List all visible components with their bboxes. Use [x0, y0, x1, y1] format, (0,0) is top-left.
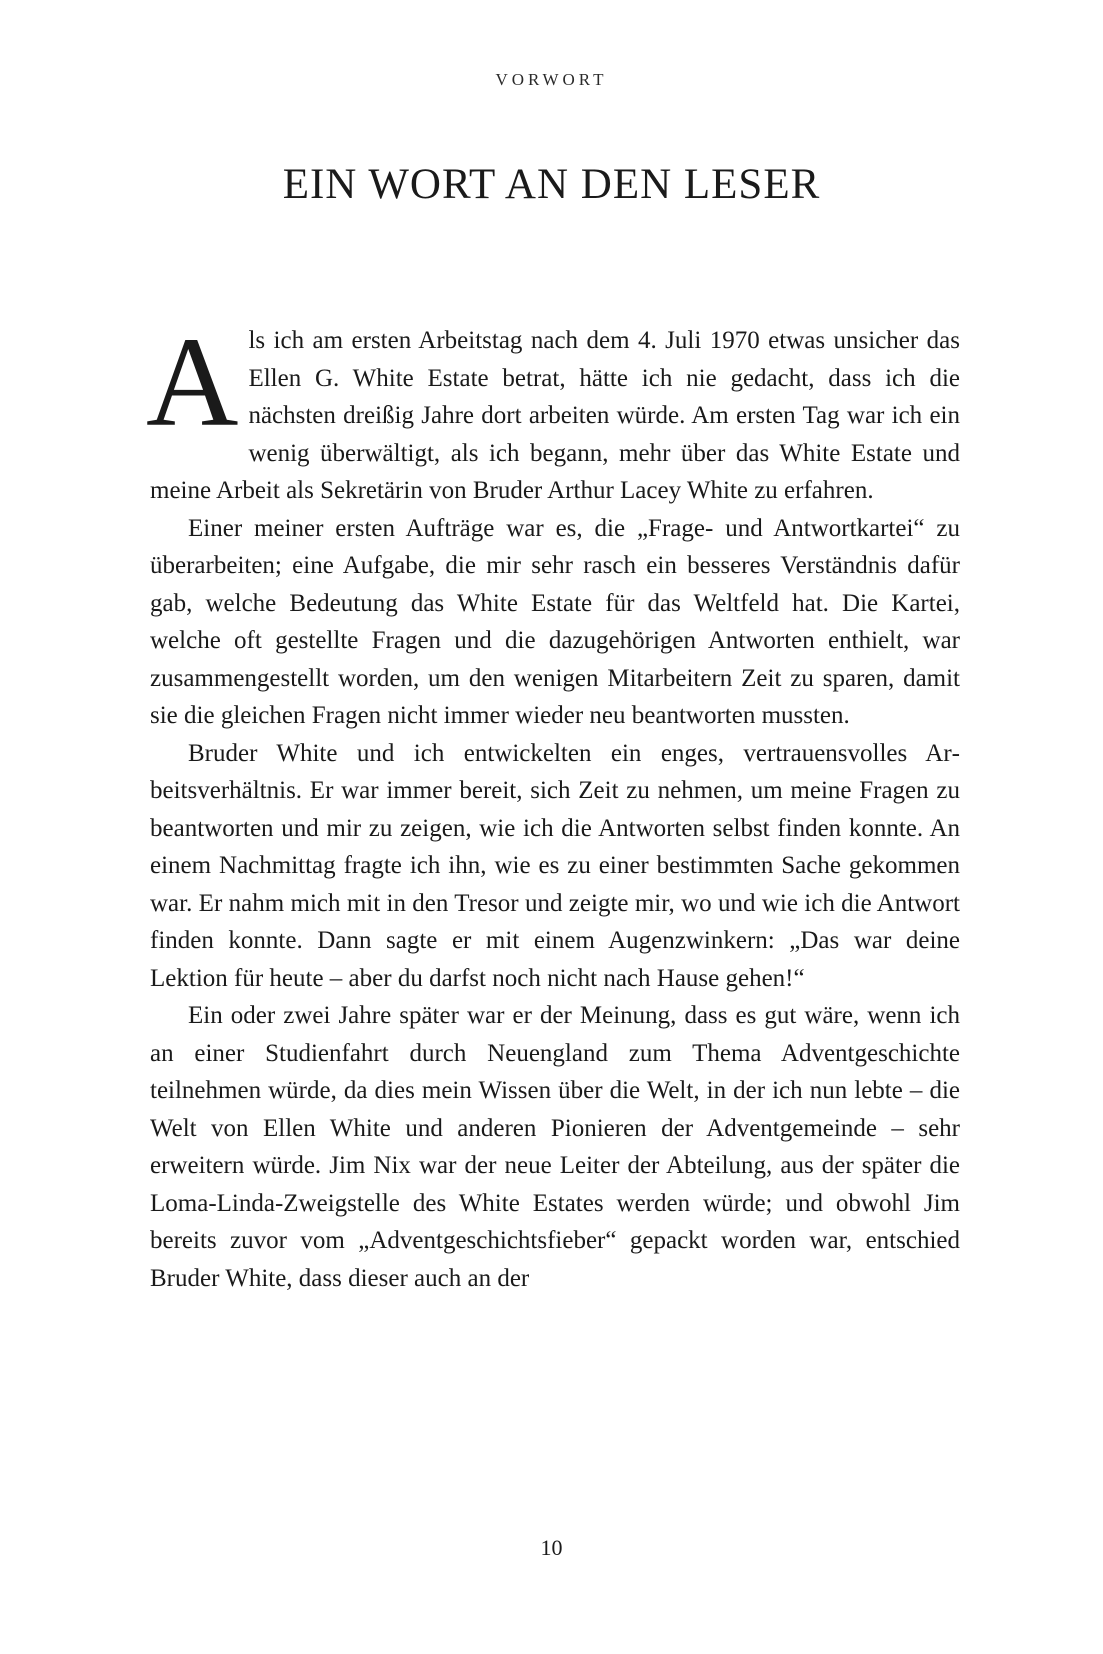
body-text: [146, 311, 960, 1297]
paragraph-4: Ein oder zwei Jahre später war er der Meinung, dass es gut wäre, wenn ich an einer Studienfahrt durch Neuengland zum Thema Adventgeschichte teilnehmen würde, da dies mein Wissen über die Welt, in der ich nun lebte – die Welt von Ellen White und anderen Pionieren der Adventgemeinde – sehr erweitern würde. Jim Nix war der neue Leiter der Abteilung, aus der später die Loma-Linda-Zweigstelle des White Estates werden würde; und obwohl Jim bereits zuvor vom „Adventgeschichtsfieber“ gepackt worden war, entschied Bruder White, dass dieser auch an der: [150, 1002, 960, 1292]
chapter-title: EIN WORT AN DEN LESER: [282, 161, 821, 208]
paragraph-2: Einer meiner ersten Aufträge war es, die „Frage- und Antwortkartei“ zu überarbeiten; eine Aufgabe, die mir sehr rasch ein besseres Verständnis dafür gab, welche Bedeutung das White Estate für das Weltfeld hat. Die Kartei, welche oft gestellte Fragen und die dazugehörigen Antworten enthielt, war zusammengestellt worden, um den wenigen Mitarbeitern Zeit zu sparen, damit sie die gleichen Fragen nicht immer wieder neu beantworten mussten.: [150, 514, 960, 729]
paragraph-1: [146, 311, 960, 510]
drop-cap: A: [146, 311, 239, 453]
paragraph-3: Bruder White und ich entwickelten ein enges, vertrauensvolles Arbeitsverhältnis. Er war immer bereit, sich Zeit zu nehmen, um meine Fragen zu beantworten und mir zu zeigen, wie ich die Antworten selbst finden konnte. An einem Nachmittag fragte ich ihn, wie es zu einer bestimmten Sache gekommen war. Er nahm mich mit in den Tresor und zeigte mir, wo und wie ich die Antwort finden konnte. Dann sagte er mit einem Augenzwinkern: „Das war deine Lektion für heute – aber du darfst noch nicht nach Hause gehen!“: [150, 739, 960, 992]
running-head: VORWORT: [495, 70, 608, 89]
page-number: 10: [540, 1535, 563, 1560]
paragraph-1-text: ls ich am ersten Arbeitstag nach dem 4. Juli 1970 etwas unsicher das Ellen G. White Estate betrat, hätte ich nie gedacht, dass ich die nächsten dreißig Jahre dort arbeiten würde. Am ersten Tag war ich ein wenig überwältigt, als ich begann, mehr über das White Estate und meine Arbeit als Sekretärin von Bruder Arthur Lacey White zu erfahren.: [150, 327, 960, 504]
